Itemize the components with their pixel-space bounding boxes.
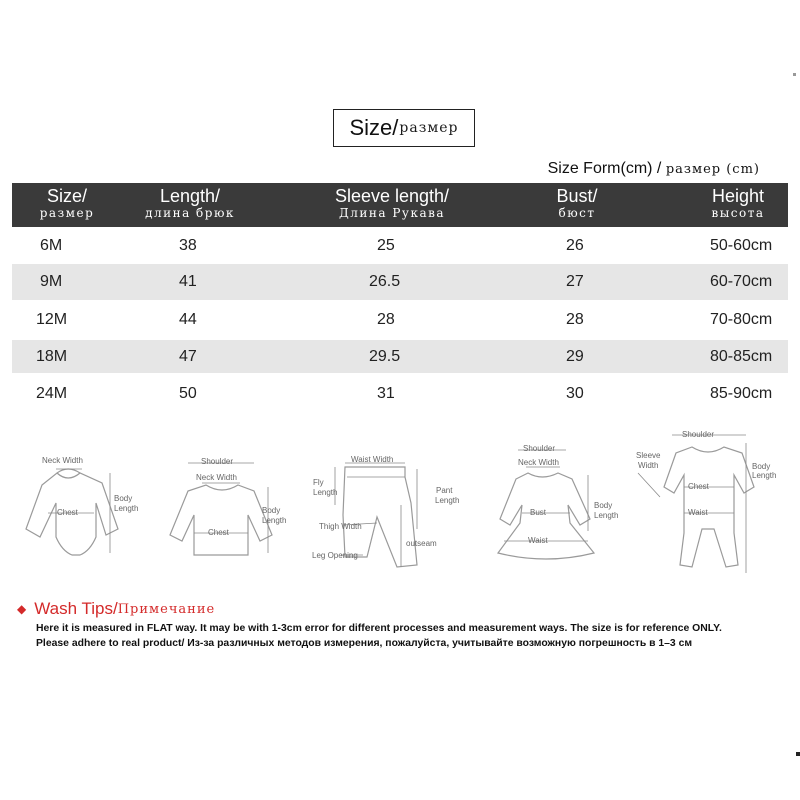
size-form-label [548, 160, 760, 178]
cell-height: 85-90cm [710, 385, 773, 402]
header-bust-ru: бюст [558, 206, 596, 220]
wash-tips-line2: Please adhere to real product/ Из-за различных методов измерения, пожалуйста, учитывайте возможную погрешность в 1–3 см [36, 638, 693, 649]
title-sub: размер [399, 120, 459, 136]
header-length [130, 187, 250, 219]
label-length: Length [752, 471, 777, 480]
wash-tips-ru: Примечание [117, 601, 216, 617]
wash-tips-heading [17, 599, 215, 619]
label-body: Body [262, 506, 281, 515]
table-row [12, 264, 788, 300]
cell-bust: 30 [566, 385, 584, 402]
label-body: Body [752, 462, 771, 471]
label-waist-width: Waist Width [351, 455, 394, 464]
title-main: Size/ [349, 115, 399, 140]
cell-size: 6M [40, 236, 63, 254]
decorative-dot [793, 73, 796, 76]
romper-diagram [630, 425, 790, 585]
cell-bust: 28 [566, 311, 584, 328]
label-chest: Chest [208, 528, 229, 537]
cell-bust: 26 [566, 236, 584, 254]
label-shoulder: Shoulder [682, 430, 715, 439]
wash-tips-en: Wash Tips/ [34, 599, 118, 618]
header-bust [537, 187, 617, 219]
table-row [12, 340, 788, 373]
label-neck-width: Neck Width [196, 473, 237, 482]
header-height [695, 187, 781, 219]
garment-diagrams [0, 425, 800, 585]
label-leg-opening: Leg Opening [312, 551, 358, 560]
label-neck-width: Neck Width [518, 458, 559, 467]
wash-tips-text [36, 621, 796, 651]
cell-length: 50 [179, 385, 197, 402]
header-length-ru: длина брюк [145, 206, 235, 220]
label-pant-length: Length [435, 496, 460, 505]
cell-bust: 29 [566, 347, 584, 365]
header-sleeve-en: Sleeve length/ [334, 186, 450, 206]
table-header [12, 183, 788, 227]
cell-length: 47 [179, 347, 197, 365]
label-fly-length: Length [313, 488, 338, 497]
cell-height: 70-80cm [710, 311, 773, 328]
label-length: Length [262, 516, 287, 525]
label-length: Length [594, 511, 619, 520]
cell-sleeve: 25 [377, 236, 395, 254]
top-outline [170, 485, 272, 555]
cell-bust: 27 [566, 273, 584, 290]
size-form-label-en: Size Form(cm) / [547, 160, 666, 177]
table-row [12, 227, 788, 264]
label-body: Body [594, 501, 613, 510]
wash-tips-line1: Here it is measured in FLAT way. It may be with 1-3cm error for different processes and measurement ways. The size is for reference ONLY. [36, 623, 722, 634]
label-chest: Chest [688, 482, 709, 491]
cell-size: 12M [36, 311, 68, 328]
cell-length: 44 [179, 311, 197, 328]
header-size-en: Size/ [46, 186, 88, 206]
label-outseam: outseam [406, 539, 437, 548]
label-bust: Bust [530, 508, 547, 517]
cell-height: 60-70cm [710, 273, 773, 290]
label-pant: Pant [436, 486, 453, 495]
cell-size: 18M [36, 347, 68, 365]
header-height-en: Height [711, 186, 765, 206]
cell-sleeve: 31 [377, 385, 395, 402]
cell-sleeve: 28 [377, 311, 395, 328]
header-height-ru: высота [711, 206, 765, 220]
label-fly: Fly [313, 478, 324, 487]
header-sleeve [317, 187, 467, 219]
label-length: Length [114, 504, 139, 513]
label-shoulder: Shoulder [523, 444, 556, 453]
label-sleeve-width: Width [638, 461, 659, 470]
header-sleeve-ru: Длина Рукава [338, 206, 446, 220]
cell-sleeve: 26.5 [369, 273, 401, 290]
header-size [32, 187, 102, 219]
header-bust-en: Bust/ [556, 186, 598, 206]
top-diagram [150, 425, 300, 575]
dress-diagram [470, 425, 630, 580]
diamond-icon: ◆ [17, 602, 27, 616]
size-table [12, 183, 788, 415]
cell-height: 80-85cm [710, 347, 773, 365]
table-row [12, 373, 788, 415]
header-size-ru: размер [39, 206, 95, 220]
label-shoulder: Shoulder [201, 457, 234, 466]
size-form-label-ru: размер (cm) [665, 162, 760, 177]
label-chest: Chest [57, 508, 78, 517]
cell-size: 24M [36, 385, 68, 402]
label-waist: Waist [528, 536, 548, 545]
label-waist: Waist [688, 508, 708, 517]
label-thigh-width: Thigh Width [319, 522, 362, 531]
bodysuit-diagram [10, 425, 150, 575]
cell-length: 38 [179, 236, 197, 254]
label-sleeve: Sleeve [636, 451, 661, 460]
decorative-dot [796, 752, 800, 756]
romper-outline [664, 447, 754, 567]
label-neck-width: Neck Width [42, 456, 83, 465]
cell-size: 9M [40, 273, 63, 290]
pants-diagram [305, 425, 460, 580]
table-row [12, 300, 788, 340]
title-box [333, 109, 475, 147]
cell-sleeve: 29.5 [369, 347, 401, 365]
cell-height: 50-60cm [710, 236, 773, 254]
header-length-en: Length/ [159, 186, 221, 206]
cell-length: 41 [179, 273, 197, 290]
label-body: Body [114, 494, 133, 503]
